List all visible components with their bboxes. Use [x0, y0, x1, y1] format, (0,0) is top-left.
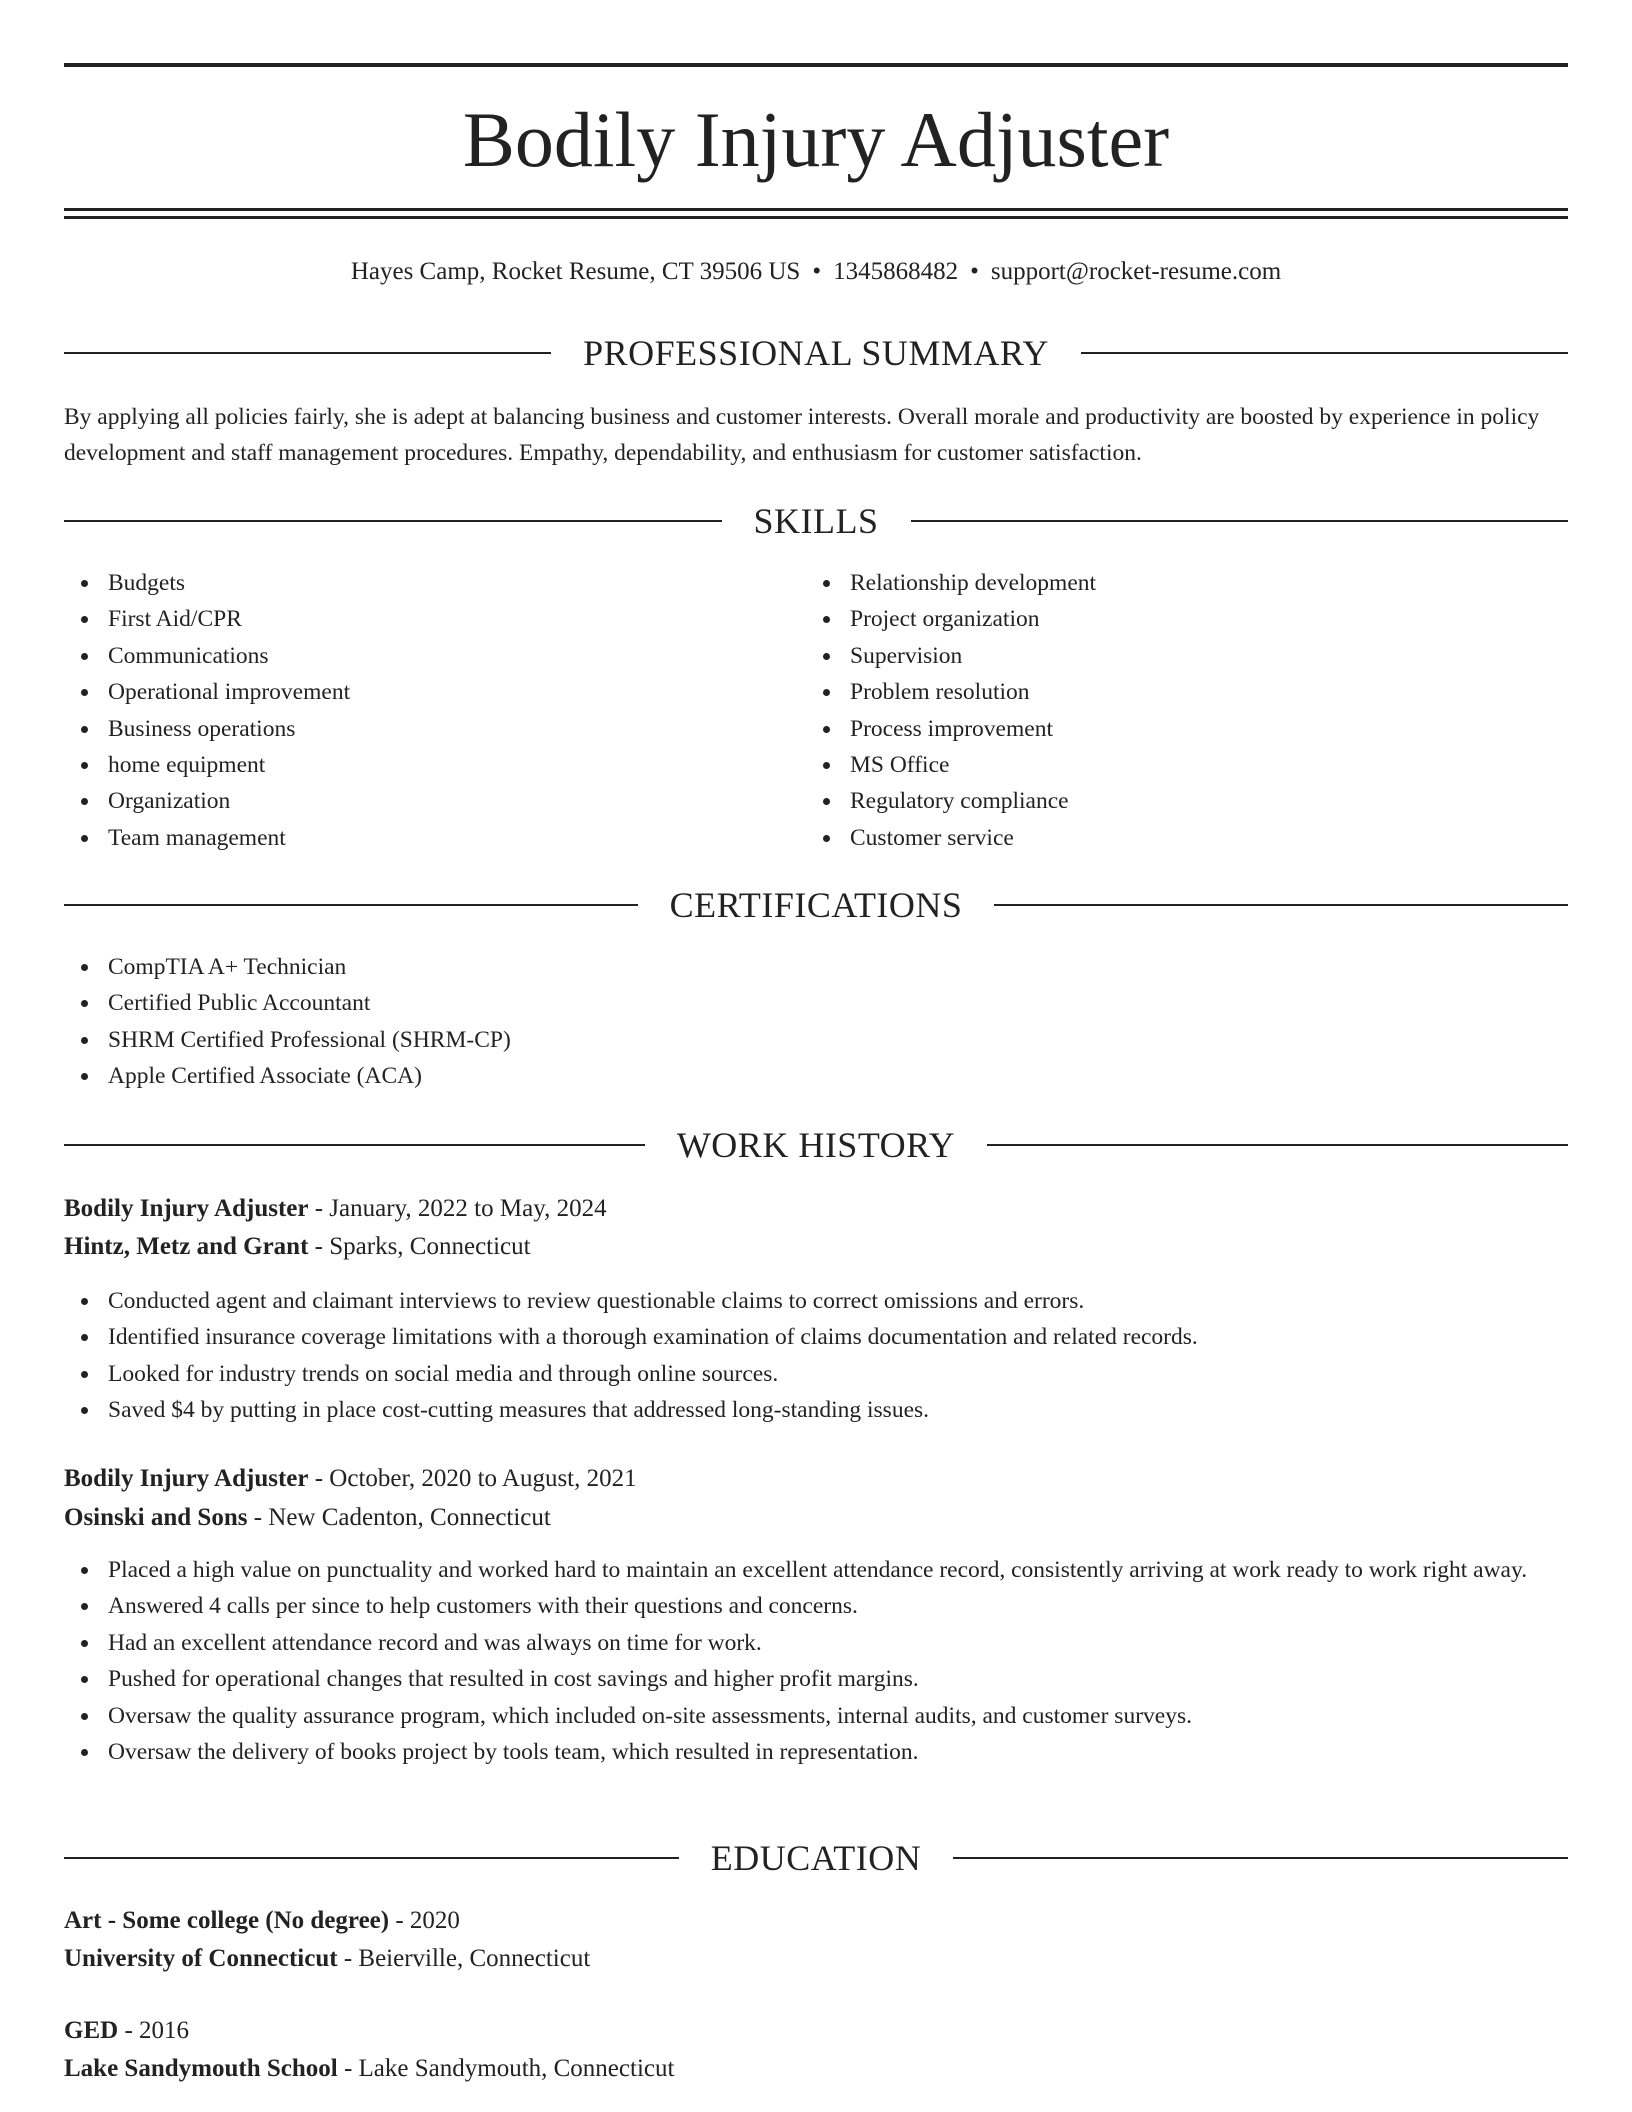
job-title: Bodily Injury Adjuster: [64, 1465, 309, 1492]
certifications-list: [64, 949, 1568, 1095]
section-rule: [64, 1144, 645, 1146]
section-heading-work-history: [64, 1122, 1568, 1168]
list-item: Supervision: [806, 638, 1546, 674]
list-item: Budgets: [64, 565, 804, 601]
job-company: Hintz, Metz and Grant: [64, 1233, 309, 1260]
list-item: Looked for industry trends on social media and through online sources.: [64, 1356, 1568, 1392]
education-degree: Art - Some college (No degree): [64, 1907, 390, 1934]
education-year: - 2020: [389, 1907, 460, 1934]
title-rule-upper: [64, 208, 1568, 211]
section-title: SKILLS: [753, 501, 879, 541]
job-title-line: [64, 1190, 1568, 1228]
section-rule: [953, 1857, 1568, 1859]
list-item: home equipment: [64, 747, 804, 783]
list-item: Oversaw the quality assurance program, which included on-site assessments, internal audits, and customer surveys.: [64, 1698, 1568, 1734]
job-company: Osinski and Sons: [64, 1504, 248, 1531]
contact-phone: 1345868482: [833, 258, 959, 285]
section-heading-education: [64, 1835, 1568, 1881]
job-title-line: [64, 1460, 1568, 1498]
list-item: Customer service: [806, 820, 1546, 856]
education-school-line: [64, 1940, 1568, 1978]
list-item: Organization: [64, 783, 804, 819]
list-item: Pushed for operational changes that resulted in cost savings and higher profit margins.: [64, 1661, 1568, 1697]
education-degree: GED: [64, 2017, 119, 2044]
list-item: Regulatory compliance: [806, 783, 1546, 819]
section-title: PROFESSIONAL SUMMARY: [583, 333, 1049, 373]
job-title: Bodily Injury Adjuster: [64, 1195, 309, 1222]
section-rule: [64, 1857, 679, 1859]
section-rule: [64, 352, 551, 354]
contact-email: support@rocket-resume.com: [990, 258, 1282, 285]
section-rule: [987, 1144, 1568, 1146]
page-title: Bodily Injury Adjuster: [462, 96, 1170, 183]
list-item: Problem resolution: [806, 674, 1546, 710]
section-title: CERTIFICATIONS: [669, 885, 963, 925]
section-heading-skills: [64, 498, 1568, 544]
list-item: Identified insurance coverage limitations with a thorough examination of claims documentation and related records.: [64, 1319, 1568, 1355]
list-item: Answered 4 calls per since to help customers with their questions and concerns.: [64, 1588, 1568, 1624]
list-item: Certified Public Accountant: [64, 985, 1568, 1021]
list-item: Saved $4 by putting in place cost-cutting measures that addressed long-standing issues.: [64, 1392, 1568, 1428]
skills-list-right: [806, 565, 1546, 856]
contact-address: Hayes Camp, Rocket Resume, CT 39506 US: [350, 258, 801, 285]
job-company-line: [64, 1228, 1568, 1266]
education-school: University of Connecticut: [64, 1945, 338, 1972]
section-rule: [64, 904, 638, 906]
section-rule: [911, 520, 1569, 522]
list-item: MS Office: [806, 747, 1546, 783]
job-company-line: [64, 1499, 1568, 1537]
section-heading-certifications: [64, 882, 1568, 928]
job-dates: - January, 2022 to May, 2024: [308, 1195, 607, 1222]
education-degree-line: [64, 1902, 1568, 1940]
contact-line: [64, 254, 1568, 290]
contact-separator: •: [812, 258, 822, 285]
section-title: EDUCATION: [710, 1838, 922, 1878]
job-bullets: [64, 1552, 1568, 1770]
list-item: Had an excellent attendance record and was always on time for work.: [64, 1625, 1568, 1661]
list-item: Conducted agent and claimant interviews to review questionable claims to correct omissions and errors.: [64, 1283, 1568, 1319]
summary-text: By applying all policies fairly, she is adept at balancing business and customer interests. Overall morale and productivity are boosted by experience in policy development and staff management procedures. Empathy, dependability, and enthusiasm for customer satisfaction.: [64, 404, 1540, 466]
list-item: Operational improvement: [64, 674, 804, 710]
education-degree-line: [64, 2012, 1568, 2050]
list-item: Placed a high value on punctuality and worked hard to maintain an excellent attendance record, consistently arriving at work ready to work right away.: [64, 1552, 1568, 1588]
job-location: - New Cadenton, Connecticut: [247, 1504, 551, 1531]
list-item: Apple Certified Associate (ACA): [64, 1058, 1568, 1094]
list-item: Process improvement: [806, 711, 1546, 747]
skills-list-left: [64, 565, 804, 856]
section-rule: [64, 520, 722, 522]
education-location: - Beierville, Connecticut: [337, 1945, 591, 1972]
top-rule: [64, 63, 1568, 67]
section-rule: [1081, 352, 1568, 354]
section-title: WORK HISTORY: [676, 1125, 956, 1165]
job-bullets: [64, 1283, 1568, 1429]
section-rule: [994, 904, 1568, 906]
job-dates: - October, 2020 to August, 2021: [308, 1465, 637, 1492]
list-item: Project organization: [806, 601, 1546, 637]
education-location: - Lake Sandymouth, Connecticut: [337, 2055, 675, 2082]
list-item: Relationship development: [806, 565, 1546, 601]
list-item: CompTIA A+ Technician: [64, 949, 1568, 985]
list-item: Oversaw the delivery of books project by tools team, which resulted in representation.: [64, 1734, 1568, 1770]
list-item: Team management: [64, 820, 804, 856]
title-rule-lower: [64, 216, 1568, 219]
education-school-line: [64, 2050, 1568, 2088]
list-item: SHRM Certified Professional (SHRM-CP): [64, 1022, 1568, 1058]
education-school: Lake Sandymouth School: [64, 2055, 338, 2082]
list-item: First Aid/CPR: [64, 601, 804, 637]
section-heading-summary: [64, 330, 1568, 376]
contact-separator: •: [970, 258, 979, 285]
education-year: - 2016: [118, 2017, 190, 2044]
list-item: Communications: [64, 638, 804, 674]
job-location: - Sparks, Connecticut: [308, 1233, 531, 1260]
list-item: Business operations: [64, 711, 804, 747]
